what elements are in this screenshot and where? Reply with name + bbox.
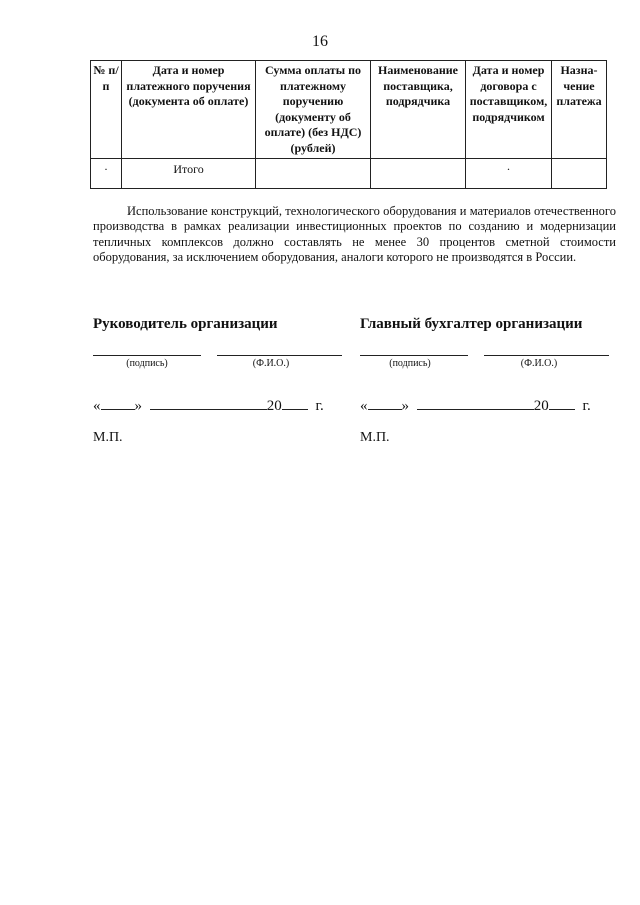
page-number: 16 <box>312 33 328 50</box>
accountant-day-field <box>368 396 402 410</box>
head-signature-line <box>93 355 201 356</box>
accountant-year-prefix: 20 <box>533 398 549 414</box>
head-month-field <box>150 396 267 410</box>
accountant-name-caption: (Ф.И.О.) <box>520 358 558 369</box>
payments-table <box>90 60 607 189</box>
head-quote-open: « <box>93 398 101 414</box>
total-sum-cell <box>256 159 371 189</box>
header-payment-order: Дата и номер платежного поручения (документа об оплате) <box>122 61 256 159</box>
header-payment-purpose: Назна-чение платежа <box>552 61 607 159</box>
header-supplier-name: Наименование поставщика, подрядчика <box>371 61 466 159</box>
accountant-year-field <box>549 396 575 410</box>
accountant-name-line <box>484 355 609 356</box>
header-number: № п/п <box>91 61 122 159</box>
requirement-paragraph: Использование конструкций, технологического оборудования и материалов отечественного производства в рамках реализации инвестиционных проектов по созданию и модернизации тепличных комплексов должно составлять не менее 30 процентов сметной стоимости оборудования, за исключением оборудования, аналоги которого не производятся в России. <box>93 204 616 264</box>
head-name-line <box>217 355 342 356</box>
accountant-month-field <box>417 396 534 410</box>
accountant-stamp-place: М.П. <box>360 430 390 445</box>
total-supplier-cell <box>371 159 466 189</box>
accountant-sign-caption: (подпись) <box>389 358 431 369</box>
head-sign-caption: (подпись) <box>126 358 168 369</box>
head-year-prefix: 20 <box>266 398 282 414</box>
total-label: Итого <box>122 159 256 189</box>
head-year-field <box>282 396 308 410</box>
head-signature-title: Руководитель организации <box>93 316 278 332</box>
total-contract-cell: · <box>466 159 552 189</box>
accountant-signature-title: Главный бухгалтер организации <box>360 316 583 332</box>
head-quote-close: » <box>134 398 142 414</box>
head-stamp-place: М.П. <box>93 430 123 445</box>
head-name-caption: (Ф.И.О.) <box>252 358 290 369</box>
header-payment-sum: Сумма оплаты по платежному поручению (документу об оплате) (без НДС) (рублей) <box>256 61 371 159</box>
table-row-total <box>91 159 607 189</box>
accountant-date-row <box>360 396 591 415</box>
total-marker: · <box>91 159 122 189</box>
head-year-suffix: г. <box>315 398 324 414</box>
head-date-row <box>93 396 324 415</box>
accountant-signature-line <box>360 355 468 356</box>
table-header-row <box>91 61 607 159</box>
header-contract: Дата и номер договора с поставщиком, подрядчиком <box>466 61 552 159</box>
total-purpose-cell <box>552 159 607 189</box>
accountant-quote-close: » <box>401 398 409 414</box>
accountant-year-suffix: г. <box>582 398 591 414</box>
accountant-quote-open: « <box>360 398 368 414</box>
head-day-field <box>101 396 135 410</box>
